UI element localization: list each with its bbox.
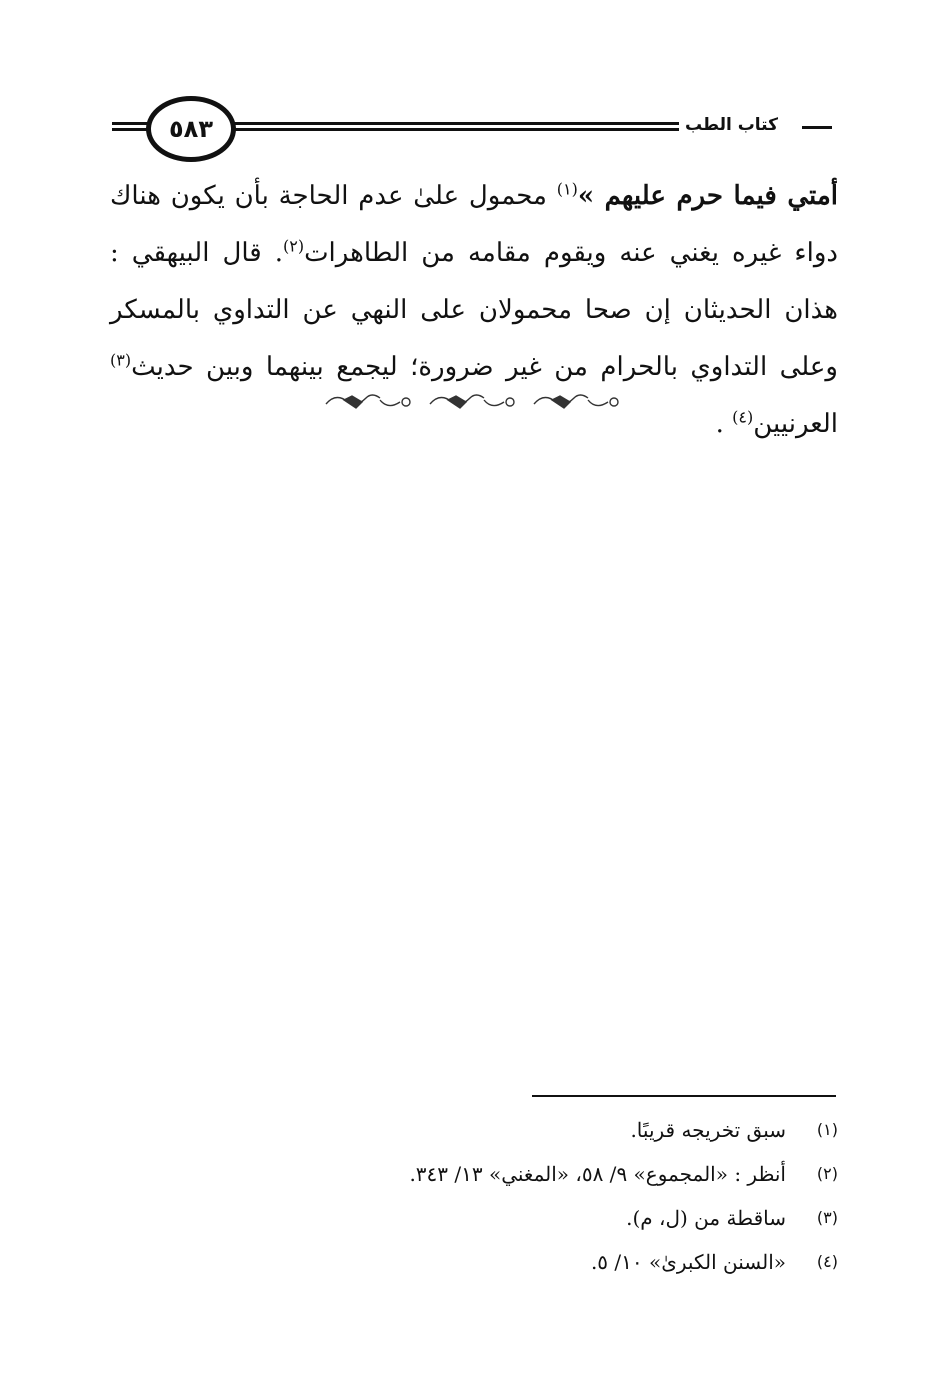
hadith-quote-end: أمتي فيما حرم عليهم » (577, 181, 838, 211)
footnote-ref-1: (١) (556, 179, 578, 199)
running-title: كتاب الطب (679, 115, 784, 135)
footnote-text: «السنن الكبرىٰ» ١٠/ ٥. (590, 1250, 786, 1274)
footnotes (110, 1108, 838, 1284)
paragraph-text-1: محمول علىٰ عدم الحاجة بأن يكون هناك دواء غيره يغني عنه ويقوم مقامه من الطاهرات (110, 181, 838, 268)
footnote-number: (٤) (816, 1252, 838, 1271)
footnote-ref-2: (٢) (282, 236, 305, 256)
footnote-number: (٣) (816, 1208, 838, 1227)
section-divider-ornament-icon (318, 388, 630, 418)
footnote-number: (١) (816, 1120, 838, 1139)
footnote-item (110, 1152, 838, 1196)
footnote-item (110, 1240, 838, 1284)
footnote-ref-4: (٤) (732, 407, 754, 427)
footnote-text: أنظر : «المجموع» ٩/ ٥٨، «المغني» ١٣/ ٣٤٣. (409, 1162, 786, 1186)
footnote-text: سبق تخريجه قريبًا. (630, 1118, 786, 1142)
footnote-separator (532, 1095, 836, 1097)
paragraph-end: . (715, 409, 733, 439)
page-header (110, 94, 832, 164)
footnote-number: (٢) (816, 1164, 838, 1183)
footnote-ref-3: (٣) (110, 350, 132, 370)
footnote-text: ساقطة من (ل، م). (626, 1206, 786, 1230)
footnote-item (110, 1196, 838, 1240)
page-number: ٥٨٣ (146, 96, 236, 162)
paragraph-text-2: . قال البيهقي : هذان الحديثان إن صحا محمولان على النهي عن التداوي بالمسكر وعلى التداوي بالحرام من غير ضرورة؛ ليجمع بينهما وبين حديث (110, 238, 838, 382)
footnote-item (110, 1108, 838, 1152)
paragraph-text-3: العرنيين (753, 409, 838, 439)
